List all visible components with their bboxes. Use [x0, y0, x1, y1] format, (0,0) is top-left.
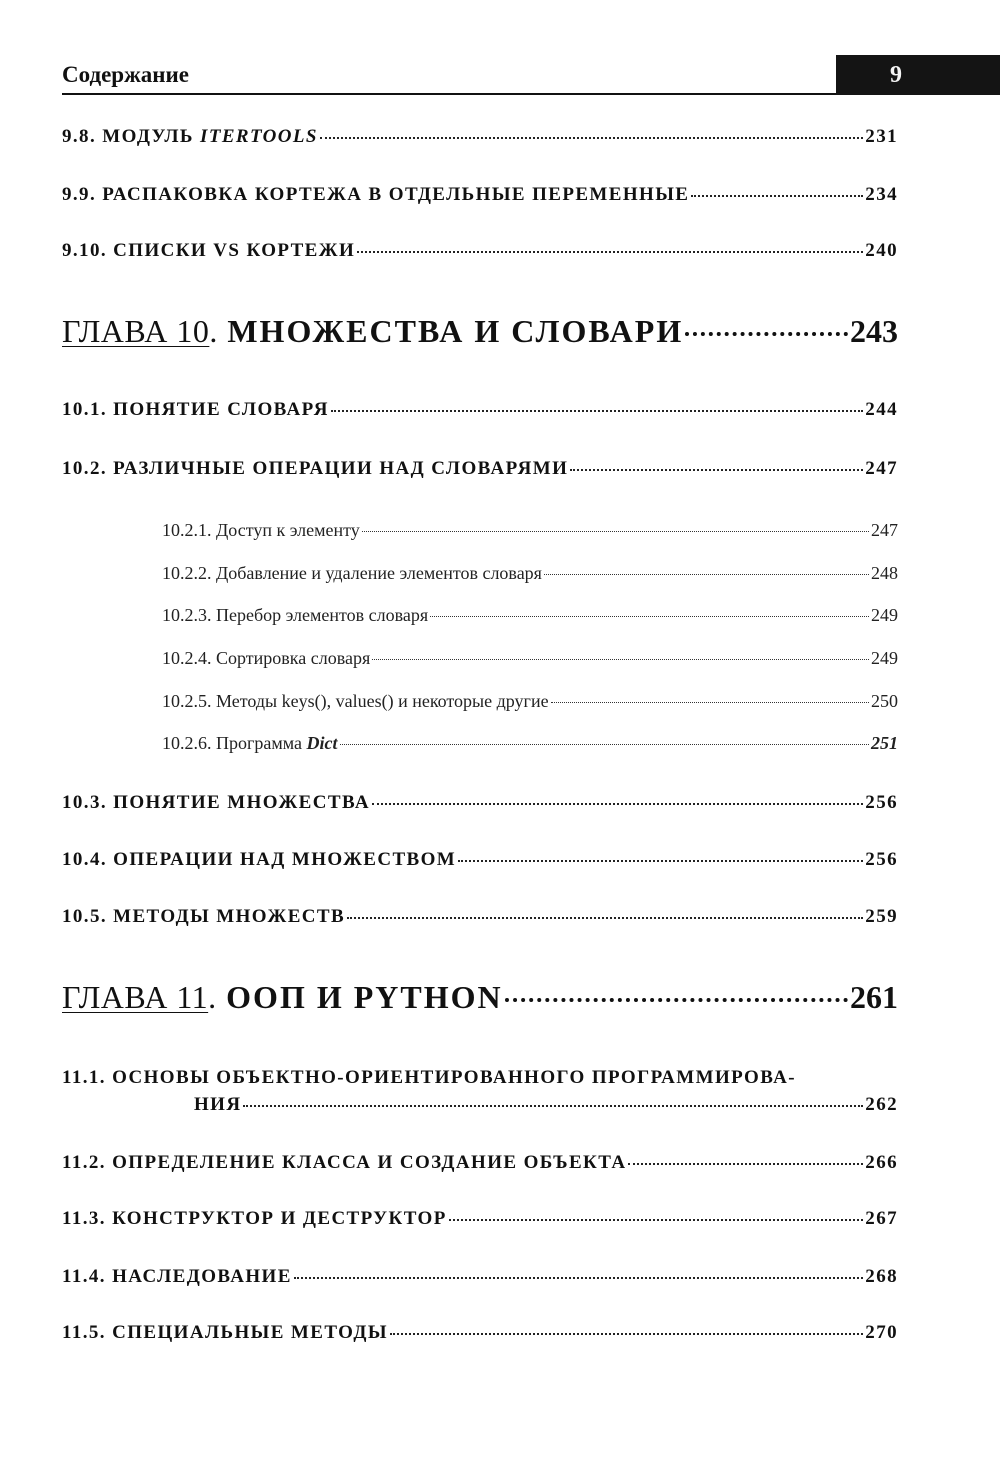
dot-leader [357, 251, 863, 253]
toc-chapter-10[interactable] [62, 313, 898, 350]
dot-leader [570, 469, 863, 471]
toc-entry-10-4[interactable] [62, 849, 898, 871]
dot-leader [294, 1277, 863, 1279]
toc-entry-label: 9.9. РАСПАКОВКА КОРТЕЖА В ОТДЕЛЬНЫЕ ПЕРЕМЕННЫЕ [62, 184, 690, 205]
dot-leader [691, 195, 863, 197]
toc-entry-label: 11.5. СПЕЦИАЛЬНЫЕ МЕТОДЫ [62, 1322, 388, 1343]
toc-entry-label: 10.2.5. Методы keys(), values() и некоторые другие [162, 691, 549, 711]
toc-entry-label: 10.2. РАЗЛИЧНЫЕ ОПЕРАЦИИ НАД СЛОВАРЯМИ [62, 458, 569, 479]
toc-entry-9-10[interactable] [62, 240, 898, 262]
toc-subentry-10-2-4[interactable] [162, 648, 898, 669]
toc-entry-9-8[interactable] [62, 126, 898, 148]
chapter-label: ГЛАВА 11 [62, 979, 209, 1015]
toc-entry-10-1[interactable] [62, 399, 898, 421]
dot-leader [449, 1219, 864, 1221]
dot-leader [390, 1333, 863, 1335]
dot-leader [544, 574, 869, 575]
dot-leader [430, 616, 869, 617]
page-number: 9 [890, 62, 902, 88]
dot-leader [685, 332, 848, 336]
toc-entry-10-5[interactable] [62, 906, 898, 928]
dot-leader [372, 659, 869, 660]
toc-entry-label: 11.2. ОПРЕДЕЛЕНИЕ КЛАССА И СОЗДАНИЕ ОБЪЕКТА [62, 1152, 627, 1173]
toc-entry-11-2[interactable] [62, 1152, 898, 1174]
toc-subentry-10-2-2[interactable] [162, 563, 898, 584]
dot-leader [340, 744, 869, 745]
toc-entry-page: 266 [865, 1152, 898, 1173]
running-head-title: Содержание [62, 62, 189, 87]
toc-entry-page: 249 [871, 648, 898, 668]
toc-entry-page: 244 [865, 399, 898, 420]
toc-entry-label: 10.2.1. Доступ к элементу [162, 520, 360, 540]
toc-entry-page: 268 [865, 1266, 898, 1287]
toc-entry-11-4[interactable] [62, 1266, 898, 1288]
dot-leader [347, 917, 863, 919]
dot-leader [372, 803, 863, 805]
toc-entry-emphasis: Dict [306, 733, 338, 753]
dot-leader [551, 702, 869, 703]
dot-leader [505, 998, 848, 1002]
chapter-title: ООП И PYTHON [226, 979, 503, 1015]
toc-entry-10-3[interactable] [62, 792, 898, 814]
toc-entry-9-9[interactable] [62, 184, 898, 206]
toc-entry-page: 256 [865, 849, 898, 870]
dot-leader [458, 860, 863, 862]
toc-chapter-11[interactable] [62, 979, 898, 1016]
toc-entry-label: 10.2.2. Добавление и удаление элементов словаря [162, 563, 542, 583]
dot-leader [362, 531, 869, 532]
toc-entry-11-5[interactable] [62, 1322, 898, 1344]
toc-entry-label: 10.5. МЕТОДЫ МНОЖЕСТВ [62, 906, 346, 927]
toc-entry-11-1-line1[interactable]: 11.1. ОСНОВЫ ОБЪЕКТНО-ОРИЕНТИРОВАННОГО ПРОГРАММИРОВА- [62, 1067, 796, 1088]
toc-entry-11-1[interactable] [194, 1094, 898, 1116]
dot-leader [628, 1163, 863, 1165]
dot-leader [243, 1105, 863, 1107]
toc-entry-label: 10.2.6. Программа Dict [162, 733, 338, 753]
toc-entry-label: 9.10. СПИСКИ VS КОРТЕЖИ [62, 240, 356, 261]
toc-entry-page: 234 [865, 184, 898, 205]
toc-entry-page: 248 [871, 563, 898, 583]
toc-entry-page: 267 [865, 1208, 898, 1229]
toc-entry-label: 9.8. МОДУЛЬ ITERTOOLS [62, 126, 318, 147]
toc-entry-page: 270 [865, 1322, 898, 1343]
toc-entry-11-3[interactable] [62, 1208, 898, 1230]
chapter-label-dot: . [208, 979, 217, 1015]
running-head-rule [62, 93, 842, 95]
toc-entry-page: 231 [865, 126, 898, 147]
toc-subentry-10-2-3[interactable] [162, 605, 898, 626]
page-number-box [836, 55, 1000, 95]
toc-entry-page: 259 [865, 906, 898, 927]
chapter-page: 261 [850, 979, 898, 1015]
toc-entry-10-2[interactable] [62, 458, 898, 480]
toc-entry-emphasis: ITERTOOLS [200, 126, 318, 147]
toc-entry-page: 256 [865, 792, 898, 813]
toc-subentry-10-2-1[interactable] [162, 520, 898, 541]
toc-entry-label: 10.2.3. Перебор элементов словаря [162, 605, 429, 625]
toc-entry-page: 262 [865, 1094, 898, 1115]
toc-entry-page: 250 [871, 691, 898, 711]
toc-entry-page: 249 [871, 605, 898, 625]
toc-entry-label: НИЯ [194, 1094, 242, 1115]
toc-entry-label: 10.1. ПОНЯТИЕ СЛОВАРЯ [62, 399, 329, 420]
toc-subentry-10-2-5[interactable] [162, 691, 898, 712]
toc-entry-page: 247 [871, 520, 898, 540]
toc-entry-label: 10.3. ПОНЯТИЕ МНОЖЕСТВА [62, 792, 370, 813]
toc-entry-label: 11.3. КОНСТРУКТОР И ДЕСТРУКТОР [62, 1208, 447, 1229]
toc-entry-label: 10.4. ОПЕРАЦИИ НАД МНОЖЕСТВОМ [62, 849, 457, 870]
toc-entry-label: 10.2.4. Сортировка словаря [162, 648, 371, 668]
toc-entry-page: 251 [871, 733, 898, 753]
chapter-label: ГЛАВА 10 [62, 313, 210, 349]
dot-leader [331, 410, 863, 412]
chapter-label-dot: . [209, 313, 218, 349]
toc-entry-label: 11.4. НАСЛЕДОВАНИЕ [62, 1266, 292, 1287]
toc-subentry-10-2-6[interactable] [162, 733, 898, 754]
chapter-title: МНОЖЕСТВА И СЛОВАРИ [227, 313, 684, 349]
dot-leader [320, 137, 863, 139]
toc-entry-page: 240 [865, 240, 898, 261]
running-head [0, 55, 1000, 95]
toc-entry-page: 247 [865, 458, 898, 479]
chapter-page: 243 [850, 313, 898, 349]
